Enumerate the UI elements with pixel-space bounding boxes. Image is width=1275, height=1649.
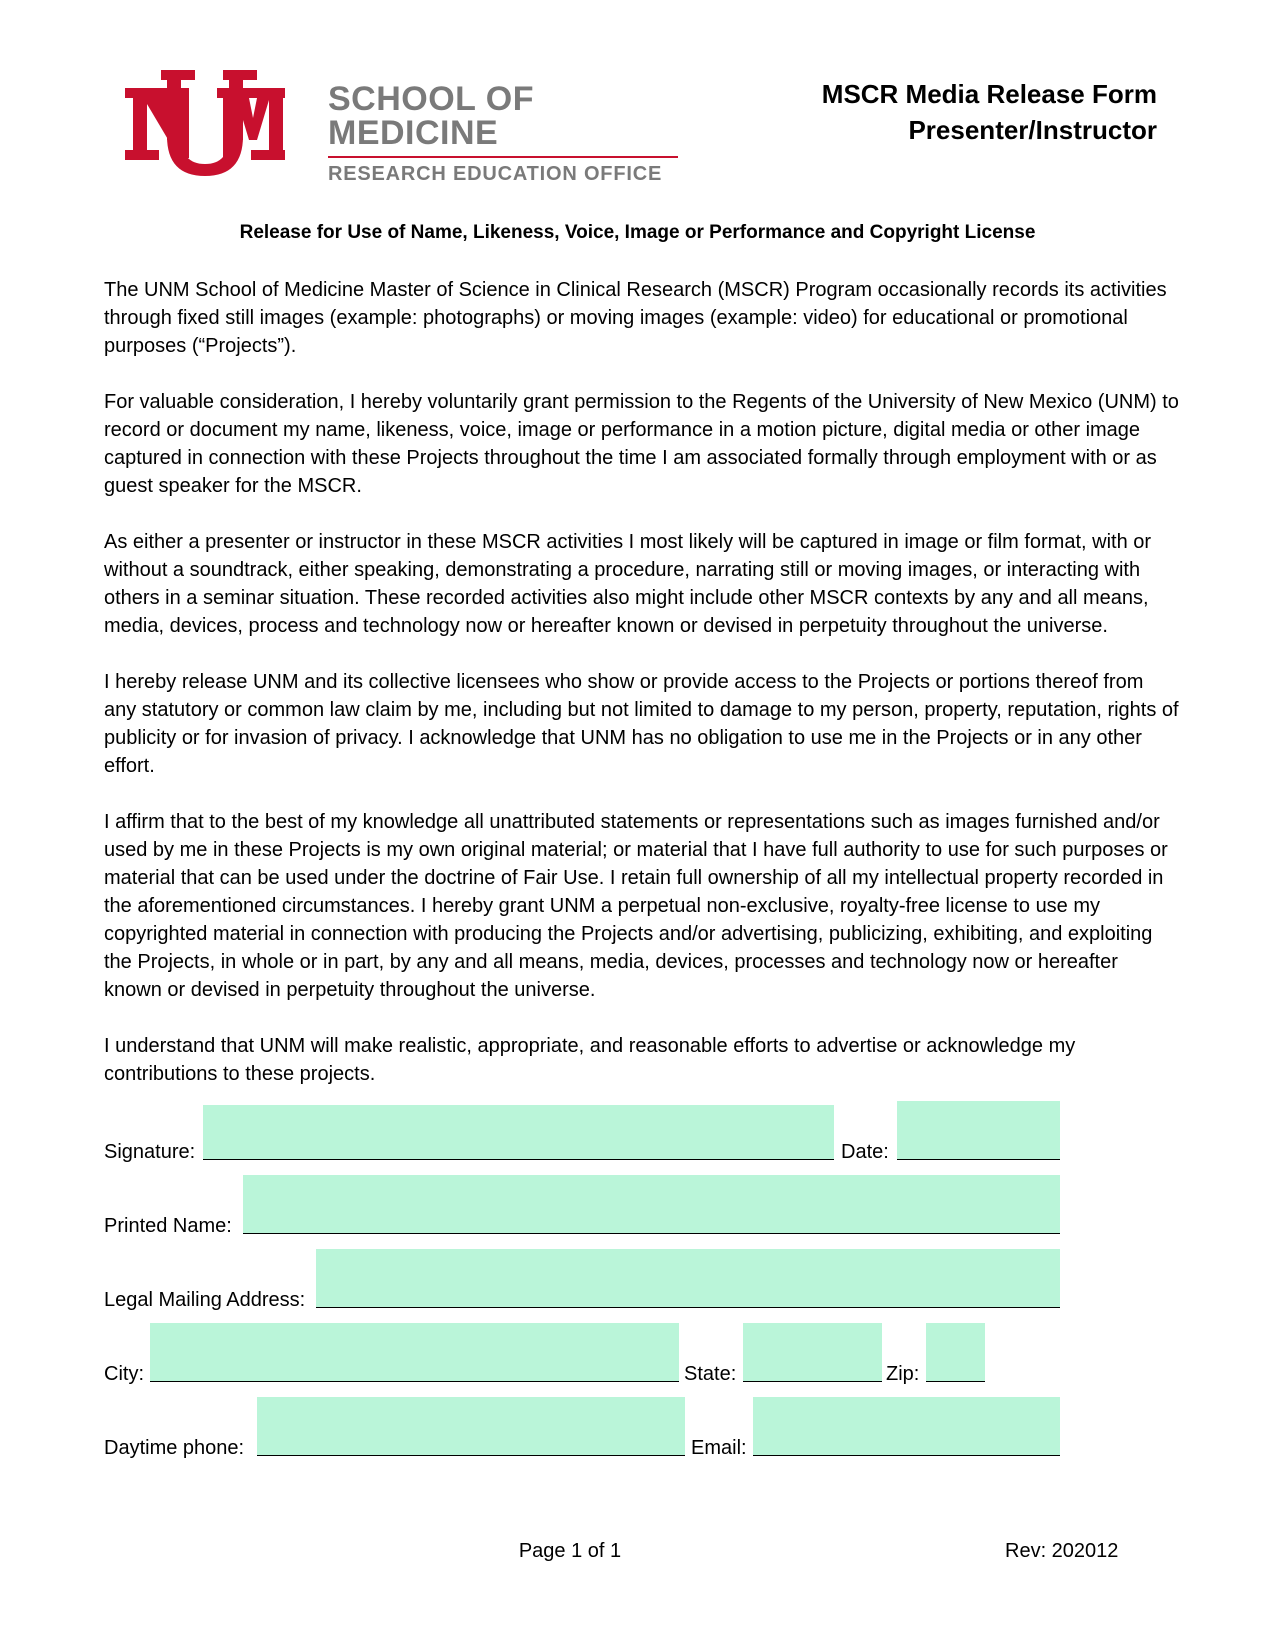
release-body: [104, 276, 1179, 1116]
state-field[interactable]: [743, 1323, 882, 1381]
unm-logo-mark: [123, 70, 288, 182]
paragraph: For valuable consideration, I hereby voluntarily grant permission to the Regents of the University of New Mexico (UNM) to record or document my name, likeness, voice, image or performance in a motion picture, digital media or other image captured in connection with these Projects throughout the time I am associated formally through employment with or as guest speaker for the MSCR.: [104, 391, 1179, 497]
form-title-line2: Presenter/Instructor: [908, 115, 1157, 145]
paragraph: I hereby release UNM and its collective licensees who show or provide access to the Projects or portions thereof from any statutory or common law claim by me, including but not limited to damage to my person, property, reputation, rights of publicity or for invasion of privacy. I acknowledge that UNM has no obligation to use me in the Projects or in any other effort.: [104, 671, 1179, 777]
logo-school-of-text: SCHOOL OF: [328, 80, 534, 118]
logo-medicine-text: MEDICINE: [328, 114, 499, 152]
unm-school-of-medicine-logo: [123, 70, 683, 195]
address-underline: [316, 1307, 1060, 1308]
address-label: Legal Mailing Address:: [104, 1289, 306, 1311]
revision: Rev: 202012: [1005, 1540, 1119, 1562]
zip-label: Zip:: [886, 1363, 920, 1385]
logo-office-text: RESEARCH EDUCATION OFFICE: [328, 163, 663, 185]
date-field[interactable]: [897, 1101, 1060, 1159]
release-subtitle: Release for Use of Name, Likeness, Voice, Image or Performance and Copyright License: [239, 222, 1036, 243]
city-label: City:: [104, 1363, 144, 1385]
printed-name-underline: [243, 1233, 1060, 1234]
zip-underline: [926, 1381, 985, 1382]
printed-name-label: Printed Name:: [104, 1215, 232, 1237]
zip-field[interactable]: [926, 1323, 985, 1381]
email-underline: [753, 1455, 1060, 1456]
city-underline: [150, 1381, 679, 1382]
signature-underline: [203, 1159, 834, 1160]
signature-label: Signature:: [104, 1141, 196, 1163]
phone-label: Daytime phone:: [104, 1437, 245, 1459]
logo-divider: [328, 156, 678, 158]
address-field[interactable]: [316, 1249, 1060, 1307]
city-field[interactable]: [150, 1323, 679, 1381]
printed-name-field[interactable]: [243, 1175, 1060, 1233]
form-title: [822, 76, 1157, 148]
paragraph: I affirm that to the best of my knowledge all unattributed statements or representations such as images furnished and/or used by me in these Projects is my own original material; or material that I have full authority to use for such purposes or material that can be used under the doctrine of Fair Use. I retain full ownership of all my intellectual property recorded in the aforementioned circumstances. I hereby grant UNM a perpetual non-exclusive, royalty-free license to use my copyrighted material in connection with producing the Projects and/or advertising, publicizing, exhibiting, and exploiting the Projects, in whole or in part, by any and all means, media, devices, processes and technology now or hereafter known or devised in perpetuity throughout the universe.: [104, 811, 1168, 1001]
email-label: Email:: [691, 1437, 747, 1459]
state-label: State:: [684, 1363, 737, 1385]
paragraph: As either a presenter or instructor in these MSCR activities I most likely will be captured in image or film format, with or without a soundtrack, either speaking, demonstrating a procedure, narrating still or moving images, or interacting with others in a seminar situation. These recorded activities also might include other MSCR contexts by any and all means, media, devices, process and technology now or hereafter known or devised in perpetuity throughout the universe.: [104, 531, 1152, 637]
phone-underline: [257, 1455, 685, 1456]
paragraph: I understand that UNM will make realistic, appropriate, and reasonable efforts to advertise or acknowledge my contributions to these projects.: [104, 1035, 1076, 1085]
email-field[interactable]: [753, 1397, 1060, 1455]
state-underline: [743, 1381, 882, 1382]
date-label: Date:: [841, 1141, 889, 1163]
page-number: Page 1 of 1: [518, 1540, 622, 1562]
date-underline: [897, 1159, 1060, 1160]
form-title-line1: MSCR Media Release Form: [821, 79, 1157, 109]
signature-field[interactable]: [203, 1105, 834, 1159]
paragraph: The UNM School of Medicine Master of Science in Clinical Research (MSCR) Program occasionally records its activities through fixed still images (example: photographs) or moving images (example: video) for educational or promotional purposes (“Projects”).: [104, 279, 1167, 357]
phone-field[interactable]: [257, 1397, 685, 1455]
